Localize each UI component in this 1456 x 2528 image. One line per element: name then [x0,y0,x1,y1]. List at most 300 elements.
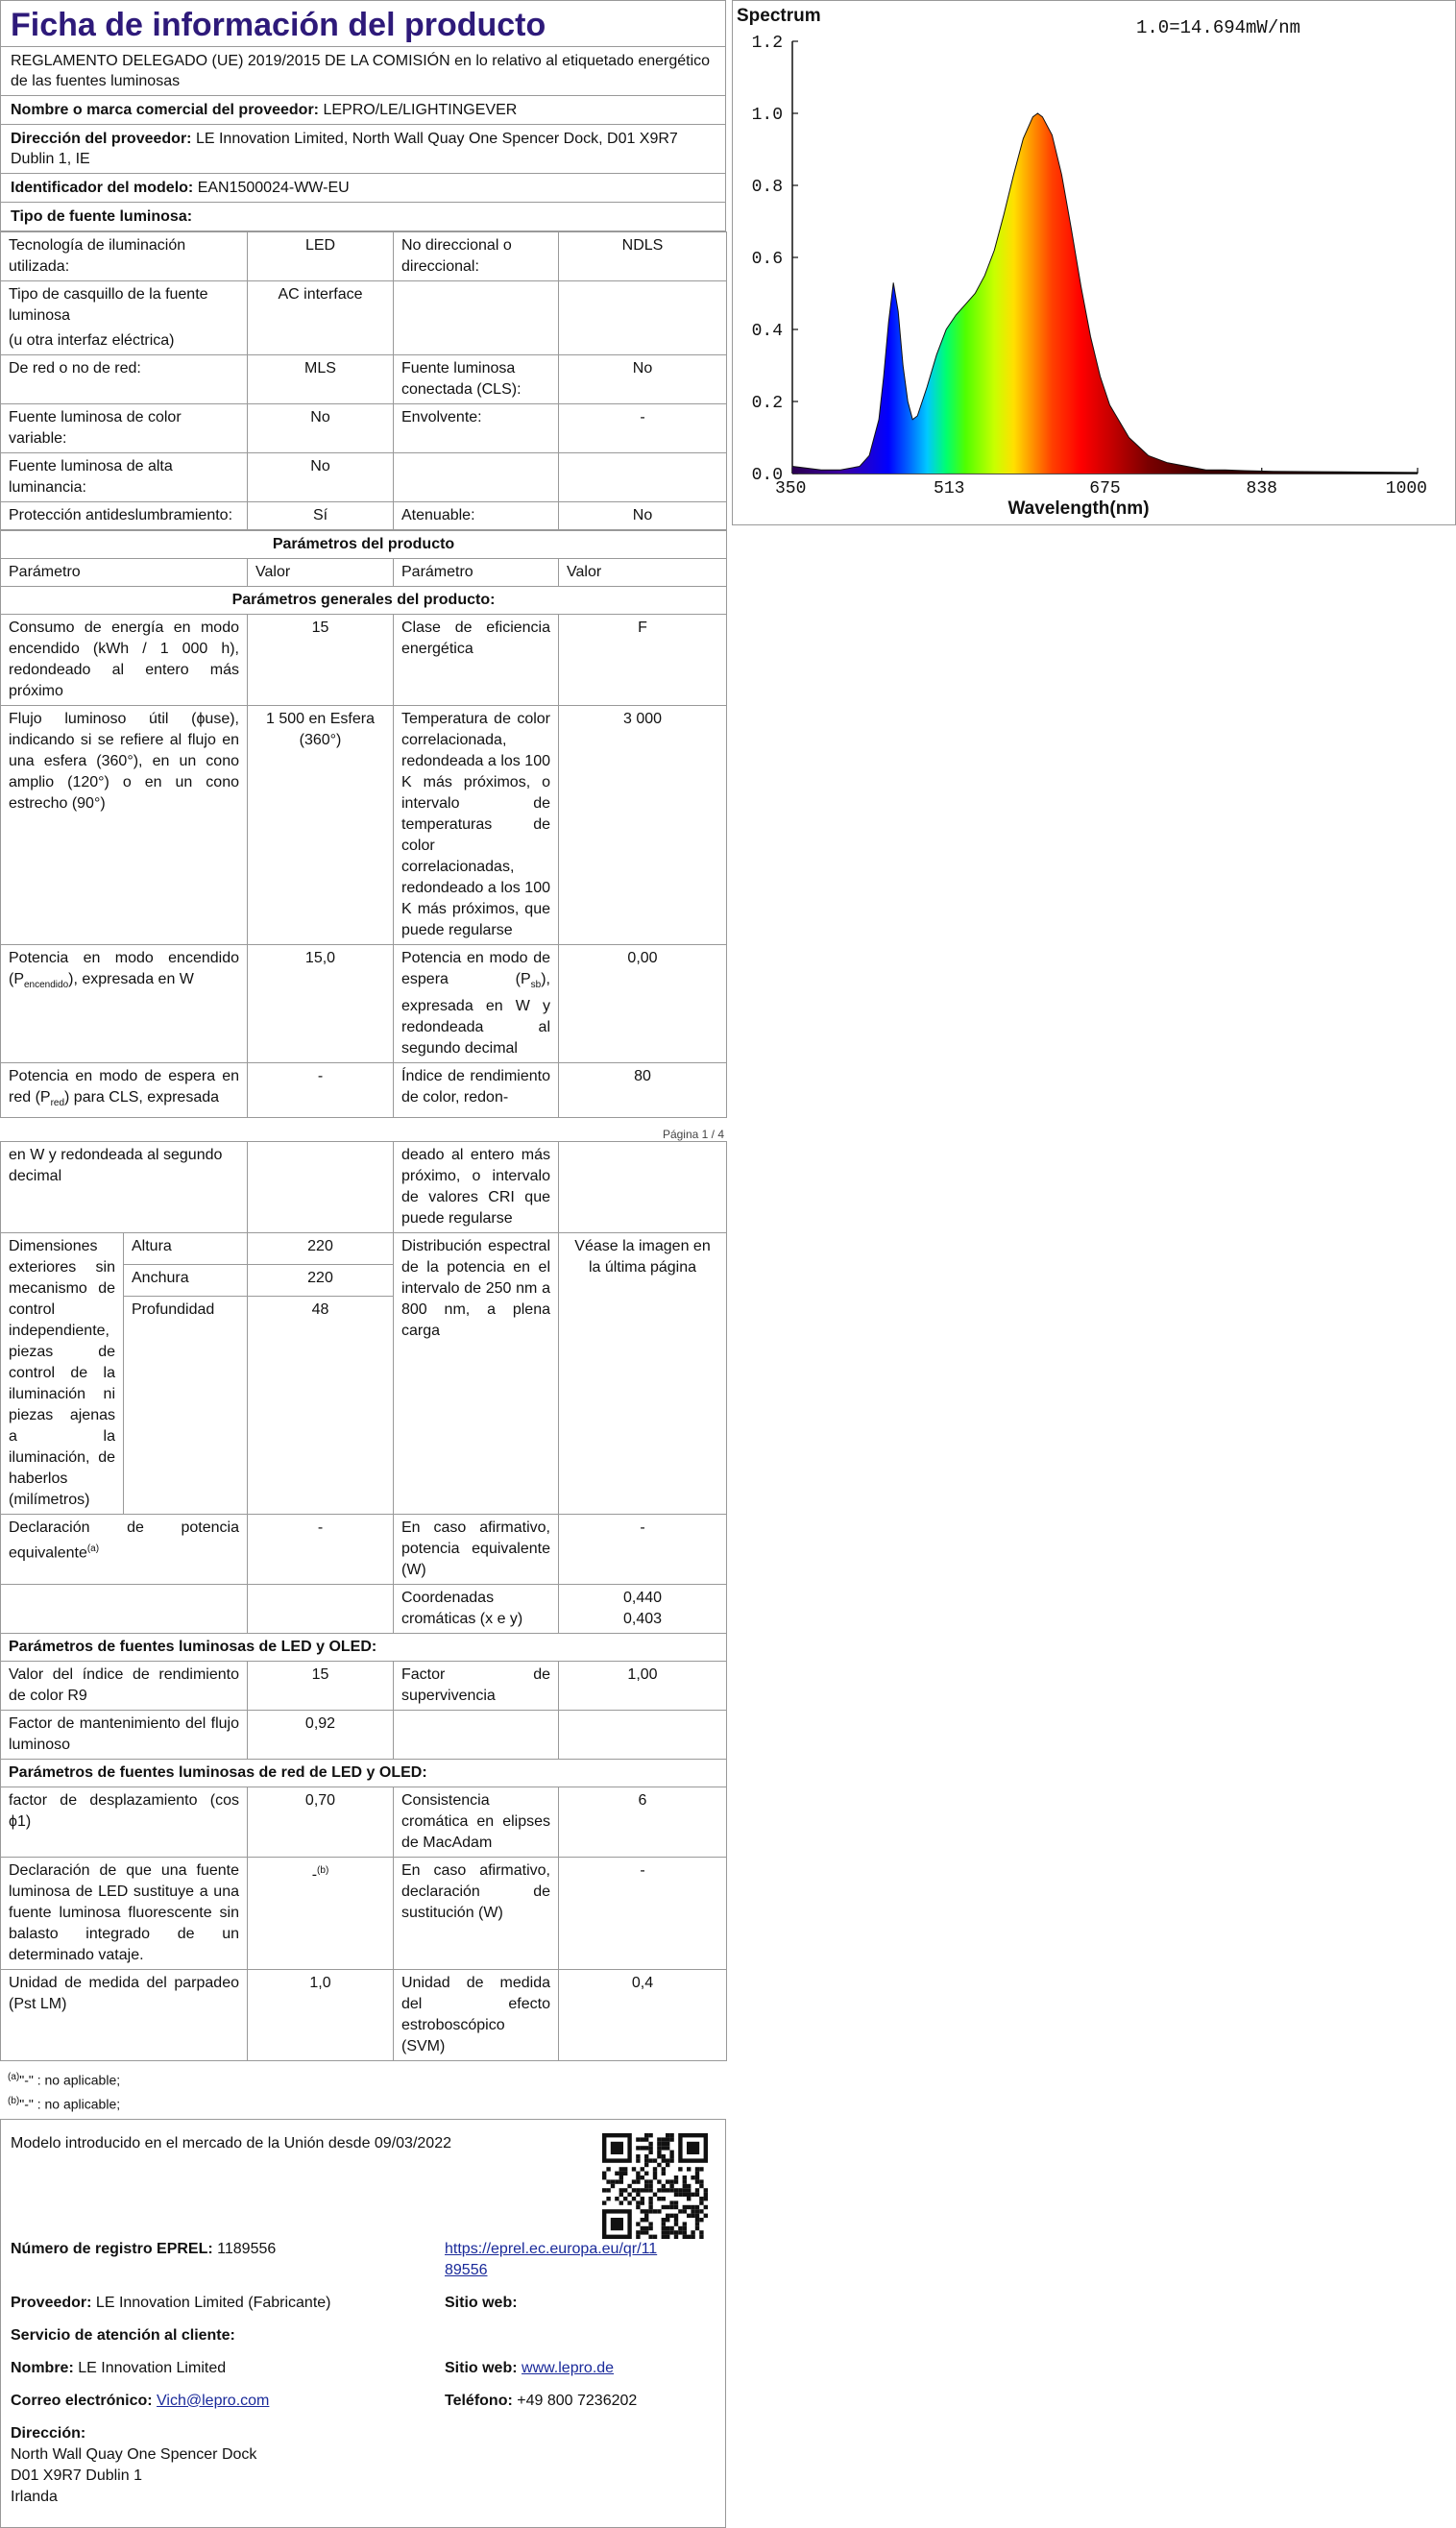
qr-module [636,2137,640,2141]
subscript: red [50,1098,65,1109]
cell-value: 1,00 [559,1662,727,1711]
qr-module [606,2197,610,2200]
qr-module [666,2137,669,2141]
qr-module [666,2225,669,2229]
qr-module [662,2141,666,2145]
qr-module [623,2197,627,2200]
qr-module [695,2218,699,2222]
qr-module [678,2225,682,2229]
spectrum-chart [732,0,1456,525]
eprel-label: Número de registro EPREL: [11,2240,213,2257]
service-label: Servicio de atención al cliente: [11,2326,235,2344]
qr-module [699,2197,703,2200]
y-tick-label: 1.0 [751,106,783,125]
net-standby-label [1,1063,248,1118]
superscript: (b) [8,2096,20,2107]
col-header: Valor [559,559,727,587]
qr-module [653,2209,657,2213]
cell-value: 3 000 [559,706,727,945]
qr-module [657,2197,661,2200]
qr-module [666,2213,669,2217]
x-tick-label: 350 [775,479,807,498]
chroma-value [559,1585,727,1634]
table-row [1,404,727,453]
qr-module [648,2133,652,2137]
qr-module [695,2179,699,2183]
qr-module [699,2179,703,2183]
qr-module [683,2176,687,2179]
params-table [0,530,727,1118]
cell-value: 1 500 en Esfera (360°) [248,706,394,945]
qr-module [678,2209,682,2213]
qr-module [662,2230,666,2234]
qr-module [695,2225,699,2229]
width-value: 220 [248,1265,394,1297]
qr-module [695,2167,699,2171]
qr-module [674,2176,678,2179]
qr-module [615,2197,619,2200]
cell-value [559,1142,727,1233]
qr-module [666,2158,669,2162]
qr-module [641,2200,644,2204]
width-label: Anchura [124,1265,248,1297]
qr-module [648,2150,652,2153]
qr-module [674,2192,678,2196]
qr-module [691,2234,694,2238]
cell-label: Unidad de medida del efecto estroboscópico (SVM) [394,1970,559,2061]
qr-module [648,2158,652,2162]
qr-module [619,2176,623,2179]
link-part[interactable]: https://eprel.ec.europa.eu/qr/11 [445,2240,658,2257]
subscript: sb [530,980,542,991]
text-part: Potencia en modo encendido (P [9,950,239,987]
web2-label: Sitio web: [445,2359,518,2376]
qr-module [619,2171,623,2175]
text-part: ), expresada en W [68,971,194,987]
qr-module [695,2222,699,2225]
qr-module [648,2209,652,2213]
website-link[interactable]: www.lepro.de [522,2359,615,2376]
qr-module [641,2188,644,2192]
qr-module [648,2225,652,2229]
qr-module [619,2188,623,2192]
cell-label: Atenuable: [394,502,559,530]
cell-value: - [559,404,727,453]
qr-module [704,2204,708,2208]
table-row [1,1142,727,1233]
qr-module [662,2183,666,2187]
cell-label: Factor de mantenimiento del flujo luminoso [1,1711,248,1760]
qr-module [683,2234,687,2238]
qr-module [653,2171,657,2175]
qr-module [699,2209,703,2213]
qr-module [657,2179,661,2183]
qr-module [678,2192,682,2196]
qr-module [602,2171,606,2175]
qr-module [606,2167,610,2171]
qr-module [699,2200,703,2204]
qr-module [687,2204,691,2208]
qr-module [611,2218,623,2230]
qr-module [683,2204,687,2208]
qr-module [695,2176,699,2179]
left-column [0,0,726,2528]
cell-value: 0,4 [559,1970,727,2061]
qr-module [674,2234,678,2238]
qr-module [623,2171,627,2175]
supplier-address-label: Dirección del proveedor: [11,131,192,147]
table-row [1,453,727,502]
qr-module [662,2167,666,2171]
cell-value: - [559,1858,727,1970]
text-part: - [311,1866,318,1884]
qr-module [657,2150,661,2153]
cell-label: Declaración de que una fuente luminosa de LED sustituye a una fuente luminosa fluorescente sin balasto integrado de un determinado vataje. [1,1858,248,1970]
table-row [1,1858,727,1970]
qr-module [636,2192,640,2196]
table-row [1,1233,727,1265]
qr-module [644,2137,648,2141]
y-tick-label: 0.8 [751,178,783,197]
cell-label: Clase de eficiencia energética [394,615,559,706]
cell-value [559,453,727,502]
qr-module [669,2179,673,2183]
power-on-label [1,945,248,1063]
qr-module [699,2230,703,2234]
superscript: (a) [86,1544,100,1555]
superscript: (a) [8,2072,20,2083]
cell-label: No direccional o direccional: [394,232,559,281]
qr-module [619,2167,623,2171]
qr-module [691,2213,694,2217]
text-part: ), expresada en W y redondeada al segundo decimal [401,971,550,1057]
cell-value: 6 [559,1787,727,1858]
qr-module [611,2183,615,2187]
name-value: LE Innovation Limited [78,2359,227,2376]
qr-module [644,2171,648,2175]
qr-module [691,2230,694,2234]
supplier-name-row [0,96,726,125]
column-headers [1,559,727,587]
qr-module [662,2225,666,2229]
net-standby-continued: en W y redondeada al segundo decimal [1,1142,248,1233]
qr-module [687,2213,691,2217]
cell-label: Protección antideslumbramiento: [1,502,248,530]
eprel-link[interactable] [445,2241,657,2278]
height-value: 220 [248,1233,394,1265]
qr-module [636,2234,640,2238]
cell-label: Fuente luminosa de alta luminancia: [1,453,248,502]
cell-value: F [559,615,727,706]
model-id-row [0,174,726,203]
dimensions-label: Dimensiones exteriores sin mecanismo de control independiente, piezas de control de la iluminación ni piezas ajenas a la iluminación, de haberlos (milímetros) [1,1233,124,1515]
qr-module [669,2183,673,2187]
qr-module [641,2167,644,2171]
cell-value: No [559,502,727,530]
qr-module [636,2171,640,2175]
link-part[interactable]: 89556 [445,2261,488,2278]
qr-module [674,2179,678,2183]
phone-value: +49 800 7236202 [517,2392,638,2409]
qr-module [666,2218,669,2222]
supplier-address-value: LE Innovation Limited, North Wall Quay One Spencer Dock, D01 X9R7 Dublin 1, IE [11,131,678,167]
qr-module [704,2213,708,2217]
footnote-text: "-" : no aplicable; [19,2073,121,2089]
y-tick-label: 1.2 [751,34,783,53]
page-number: Página 1 / 4 [662,1128,724,1142]
qr-module [641,2225,644,2229]
depth-label: Profundidad [124,1297,248,1515]
cri-label-continued: deado al entero más próximo, o intervalo de valores CRI que puede regularse [394,1142,559,1233]
cell-value [248,1142,394,1233]
general-header: Parámetros generales del producto: [1,587,727,615]
qr-module [669,2150,673,2153]
name-row [1,2358,725,2379]
qr-module [704,2192,708,2196]
cell-label: factor de desplazamiento (cos ϕ1) [1,1787,248,1858]
qr-module [648,2200,652,2204]
qr-module [636,2154,640,2158]
supplier-label: Proveedor: [11,2294,92,2311]
qr-module [648,2183,652,2187]
qr-module [669,2230,673,2234]
col-header: Parámetro [394,559,559,587]
table-row [1,1787,727,1858]
cell-value: 0,70 [248,1787,394,1858]
table-row [1,232,727,281]
qr-module [657,2146,661,2150]
qr-module [611,2179,615,2183]
qr-module [678,2188,682,2192]
cell-value [248,1858,394,1970]
cell-value: No [559,355,727,404]
cell-label [1,281,248,355]
y-tick-label: 0.4 [751,322,783,341]
qr-module [644,2213,648,2217]
cell-value: 80 [559,1063,727,1118]
chart-annotation: 1.0=14.694mW/nm [1136,17,1301,38]
qr-module [632,2197,636,2200]
qr-module [606,2188,610,2192]
qr-module [619,2200,623,2204]
text-part: Declaración de potencia equivalente [9,1519,239,1562]
qr-module [615,2179,619,2183]
address-line: Irlanda [11,2488,58,2505]
qr-module [669,2188,673,2192]
col-header: Parámetro [1,559,248,587]
y-tick-label: 0.6 [751,250,783,269]
cell-value [559,1711,727,1760]
qr-module [695,2204,699,2208]
qr-module [666,2146,669,2150]
qr-module [691,2204,694,2208]
height-label: Altura [124,1233,248,1265]
qr-module [636,2188,640,2192]
qr-module [699,2218,703,2222]
qr-module [648,2141,652,2145]
subscript: encendido [24,980,69,991]
qr-module [662,2197,666,2200]
qr-module [602,2188,606,2192]
equiv-label [1,1515,248,1585]
qr-module [662,2171,666,2175]
cell-value: 15 [248,1662,394,1711]
supplier-name-label: Nombre o marca comercial del proveedor: [11,102,319,118]
params-header: Parámetros del producto [1,531,727,559]
eprel-row [1,2239,725,2281]
footnote-text: "-" : no aplicable; [19,2096,121,2112]
qr-module [648,2234,652,2238]
cell-value: 15,0 [248,945,394,1063]
qr-module [683,2230,687,2234]
x-tick-label: 675 [1089,479,1121,498]
cell-value: Sí [248,502,394,530]
supplier-row [1,2293,725,2314]
qr-module [695,2192,699,2196]
qr-module [632,2179,636,2183]
qr-module [666,2230,669,2234]
qr-module [674,2188,678,2192]
qr-code-icon[interactable] [602,2133,708,2239]
depth-value: 48 [248,1297,394,1515]
qr-module [644,2154,648,2158]
qr-module [674,2204,678,2208]
qr-module [632,2188,636,2192]
qr-module [687,2188,691,2192]
qr-module [653,2234,657,2238]
qr-module [644,2230,648,2234]
spd-value: Véase la imagen en la última página [559,1233,727,1515]
cell-label: Fuente luminosa conectada (CLS): [394,355,559,404]
qr-module [669,2213,673,2217]
table-row [1,945,727,1063]
qr-module [662,2146,666,2150]
qr-module [641,2197,644,2200]
qr-module [636,2176,640,2179]
qr-module [644,2162,648,2166]
qr-module [611,2141,623,2153]
x-tick-label: 838 [1246,479,1277,498]
cell-label: En caso afirmativo, potencia equivalente (W) [394,1515,559,1585]
qr-module [669,2200,673,2204]
footnotes [0,2061,726,2118]
mains-header: Parámetros de fuentes luminosas de red de LED y OLED: [1,1760,727,1787]
qr-module [627,2192,631,2196]
supplier-address-row [0,125,726,174]
cell-value: No [248,404,394,453]
spd-label: Distribución espectral de la potencia en el intervalo de 250 nm a 800 nm, a plena carga [394,1233,559,1515]
chroma-x: 0,440 [622,1590,663,1607]
qr-module [644,2209,648,2213]
qr-module [636,2204,640,2208]
qr-module [644,2225,648,2229]
qr-module [636,2158,640,2162]
qr-module [623,2167,627,2171]
qr-module [644,2183,648,2187]
table-row [1,1585,727,1634]
table-row [1,502,727,530]
qr-module [632,2167,636,2171]
qr-module [662,2234,666,2238]
chroma-y: 0,403 [622,1611,663,1628]
cell-empty [248,1585,394,1634]
table-row [1,1711,727,1760]
regulation-text: REGLAMENTO DELEGADO (UE) 2019/2015 DE LA COMISIÓN en lo relativo al etiquetado energético de las fuentes luminosas [0,46,726,96]
qr-module [687,2197,691,2200]
address-label: Dirección: [11,2424,86,2442]
qr-module [687,2167,691,2171]
qr-module [653,2192,657,2196]
light-source-type-label: Tipo de fuente luminosa: [11,208,193,225]
cell-value: LED [248,232,394,281]
qr-module [648,2188,652,2192]
qr-module [644,2188,648,2192]
cell-label [394,453,559,502]
cell-value: 15 [248,615,394,706]
email-label: Correo electrónico: [11,2392,153,2409]
qr-module [662,2204,666,2208]
spectrum-area [792,113,1418,474]
cell-value: - [248,1063,394,1118]
qr-module [644,2133,648,2137]
email-link[interactable]: Vich@lepro.com [157,2392,270,2409]
table-row [1,615,727,706]
qr-module [636,2230,640,2234]
qr-module [615,2171,619,2175]
cell-label: Valor del índice de rendimiento de color R9 [1,1662,248,1711]
qr-module [641,2230,644,2234]
market-intro: Modelo introducido en el mercado de la Unión desde 09/03/2022 [11,2134,451,2151]
qr-module [657,2162,661,2166]
qr-module [687,2192,691,2196]
qr-module [695,2213,699,2217]
qr-module [662,2137,666,2141]
cell-label: Consistencia cromática en elipses de MacAdam [394,1787,559,1858]
qr-module [691,2176,694,2179]
qr-module [669,2204,673,2208]
cell-label: Fuente luminosa de color variable: [1,404,248,453]
text-part: Potencia en modo de espera (P [401,950,550,987]
x-axis-label: Wavelength(nm) [1007,498,1150,519]
name-label: Nombre: [11,2359,74,2376]
cell-value: 1,0 [248,1970,394,2061]
cri-label: Índice de rendimiento de color, redon- [394,1063,559,1118]
cell-value: - [248,1515,394,1585]
table-row [1,706,727,945]
qr-module [691,2209,694,2213]
chart-title: Spectrum [737,6,821,26]
qr-module [602,2176,606,2179]
qr-module [662,2188,666,2192]
address-line: D01 X9R7 Dublin 1 [11,2467,142,2484]
qr-module [641,2176,644,2179]
y-tick-label: 0.2 [751,394,783,413]
qr-module [669,2154,673,2158]
x-tick-label: 1000 [1385,479,1427,498]
table-row [1,1063,727,1118]
cell-label [394,1711,559,1760]
qr-module [648,2204,652,2208]
cap-type-label: Tipo de casquillo de la fuente luminosa [9,286,208,324]
phone-label: Teléfono: [445,2392,513,2409]
qr-module [669,2225,673,2229]
qr-module [657,2141,661,2145]
qr-module [636,2222,640,2225]
cell-label: Flujo luminoso útil (ϕuse), indicando si se refiere al flujo en una esfera (360°), en un cono amplio (120°) o en un cono estrecho (90°) [1,706,248,945]
qr-module [644,2179,648,2183]
table-row [1,281,727,355]
qr-module [623,2188,627,2192]
